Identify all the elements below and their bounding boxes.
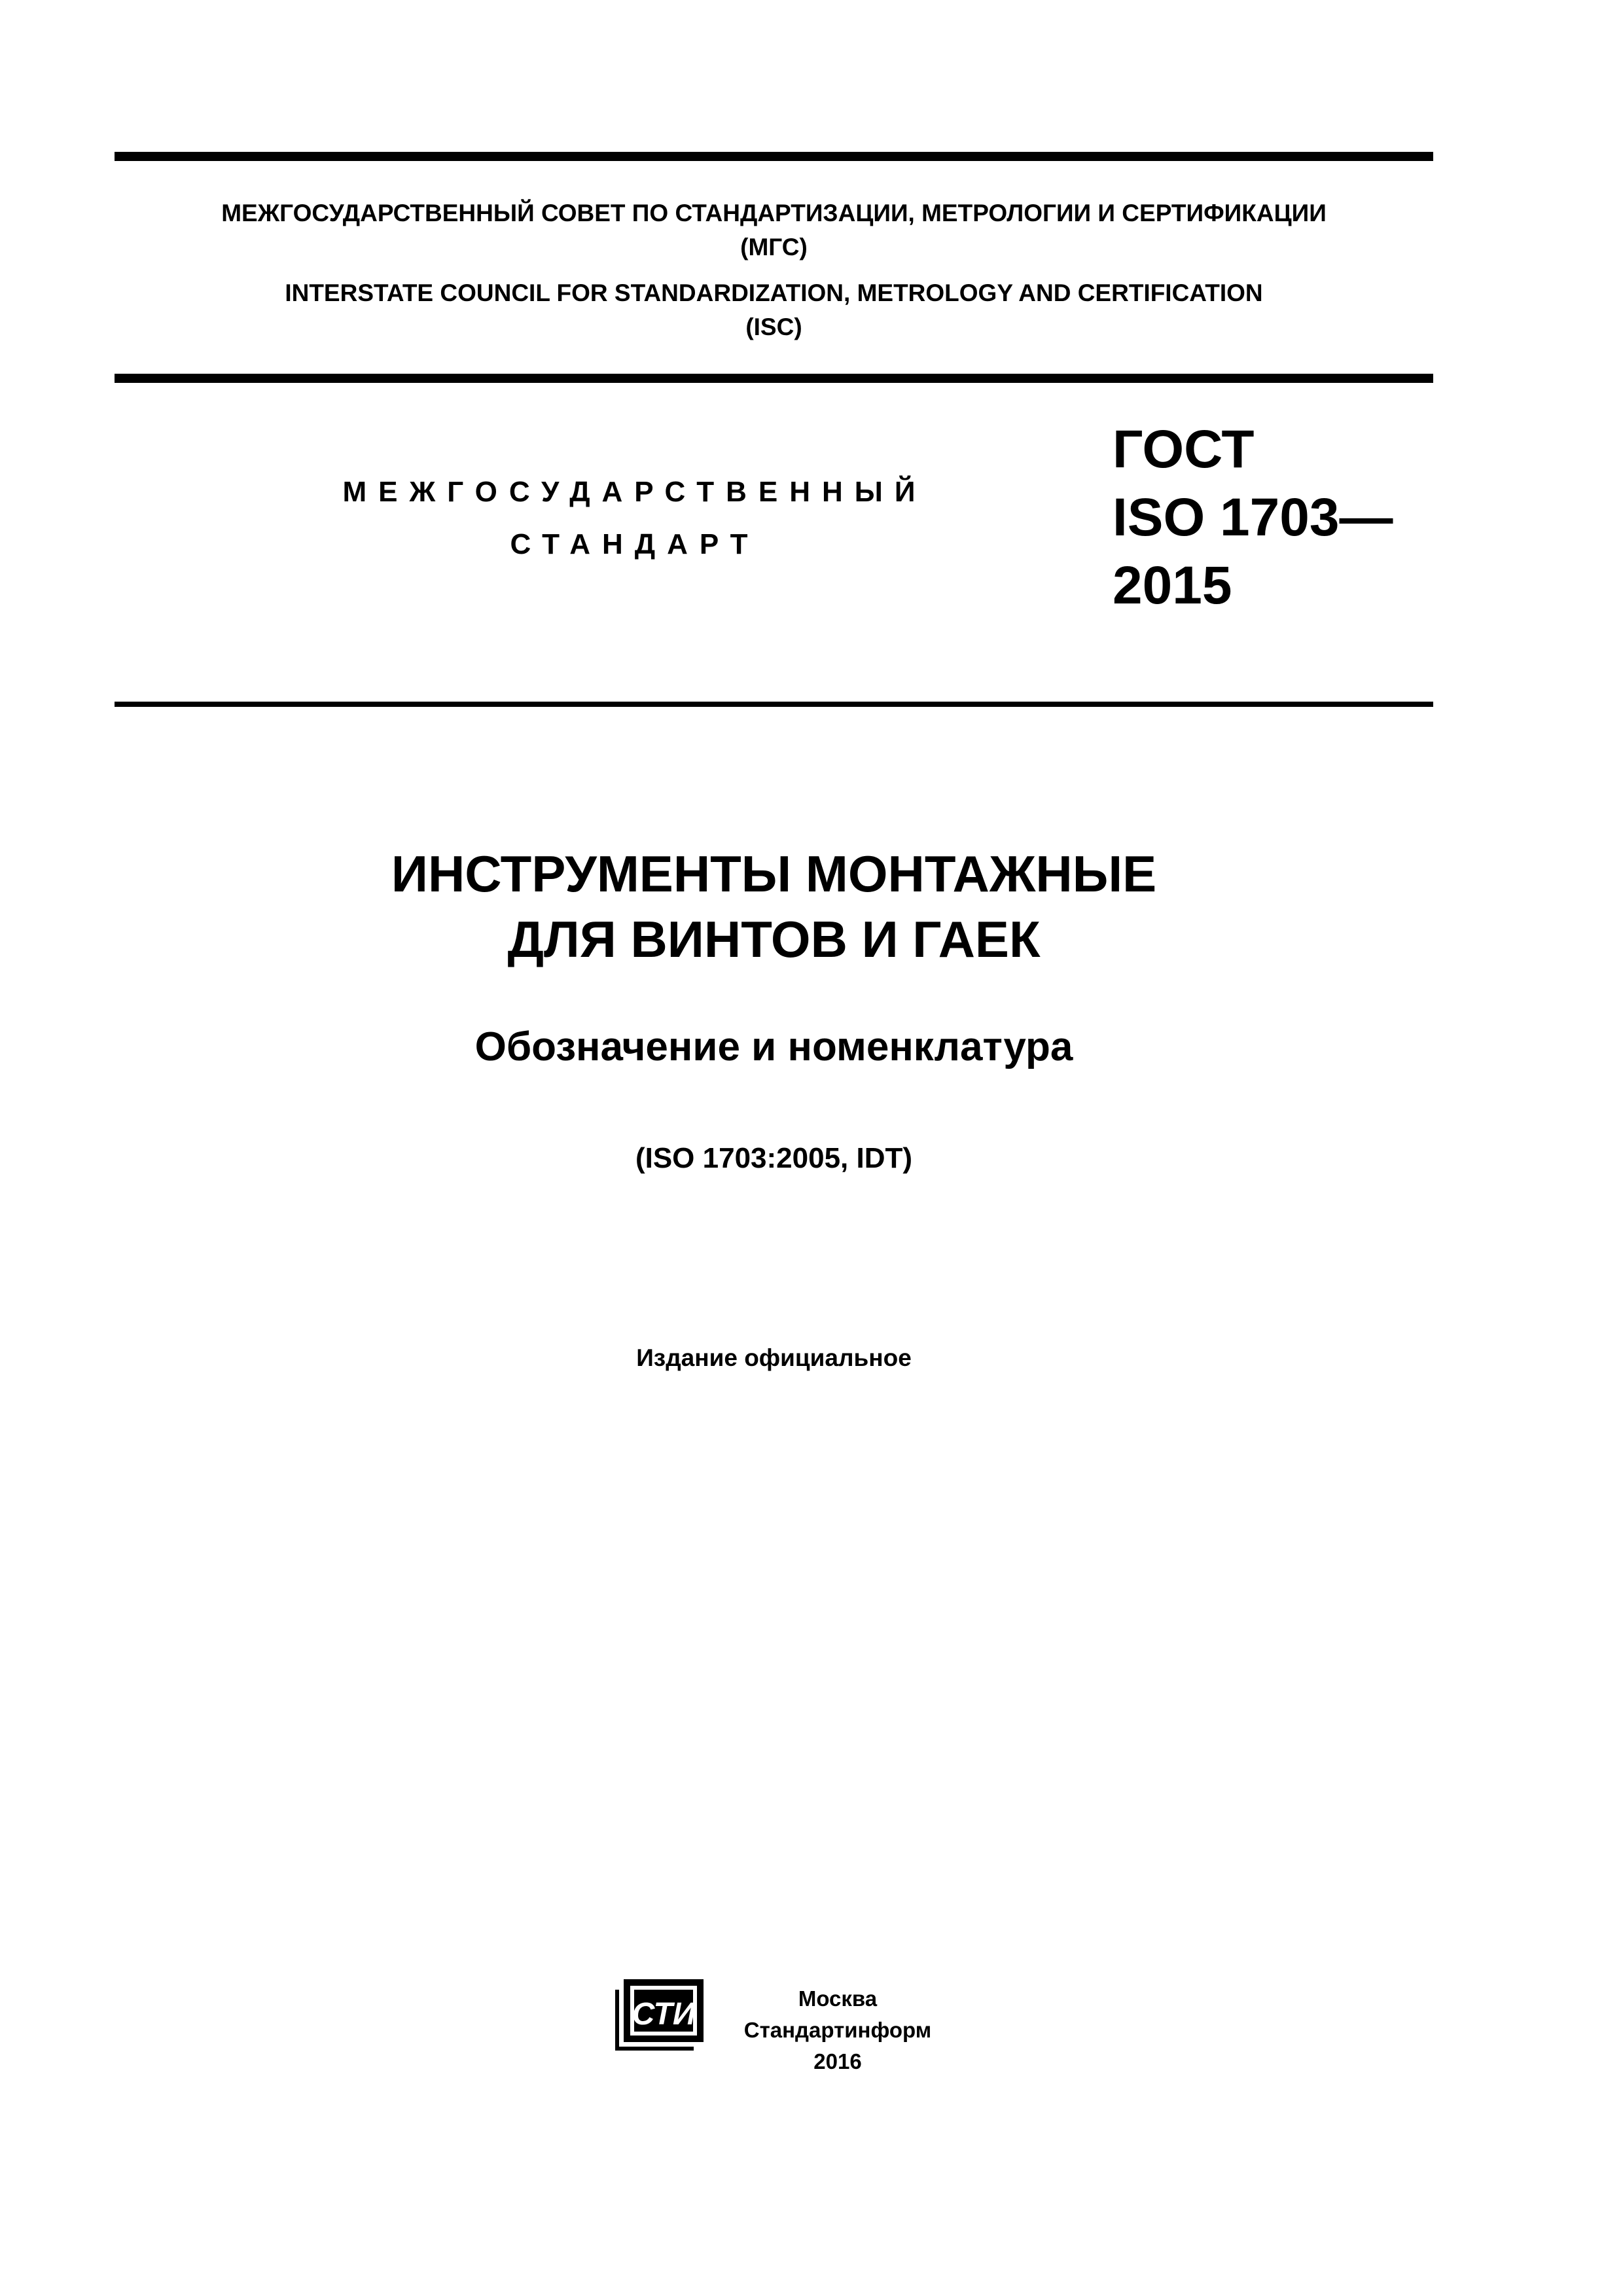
edition-note: Издание официальное bbox=[636, 1344, 912, 1371]
imprint-publisher: Стандартинформ bbox=[743, 2018, 932, 2042]
document-title-line-1: ИНСТРУМЕНТЫ МОНТАЖНЫЕ bbox=[391, 845, 1157, 903]
council-name-ru-line: МЕЖГОСУДАРСТВЕННЫЙ СОВЕТ ПО СТАНДАРТИЗАЦИИ, МЕТРОЛОГИИ И СЕРТИФИКАЦИИ bbox=[221, 200, 1327, 226]
logo-lettering: СТИ bbox=[632, 1997, 696, 2032]
standard-designation-year: 2015 bbox=[1113, 556, 1232, 615]
document-title-line-2: ДЛЯ ВИНТОВ И ГАЕК bbox=[507, 910, 1041, 968]
council-name-ru bbox=[115, 196, 1433, 264]
header-divider bbox=[115, 374, 1433, 383]
document-subtitle: Обозначение и номенклатура bbox=[474, 1024, 1073, 1069]
standard-designation-line-1: ГОСТ bbox=[1113, 420, 1255, 479]
council-name-en bbox=[115, 276, 1433, 344]
imprint-city: Москва bbox=[798, 1986, 878, 2011]
standartinform-logo-icon bbox=[612, 1977, 707, 2053]
standard-type-line-2: СТАНДАРТ bbox=[510, 528, 760, 560]
council-abbr-ru: (МГС) bbox=[740, 234, 808, 260]
designation-divider bbox=[115, 702, 1433, 707]
council-abbr-en: (ISC) bbox=[745, 314, 802, 340]
iso-reference: (ISO 1703:2005, IDT) bbox=[635, 1142, 913, 1174]
top-divider bbox=[115, 152, 1433, 161]
council-name-en-line: INTERSTATE COUNCIL FOR STANDARDIZATION, METROLOGY AND CERTIFICATION bbox=[285, 279, 1263, 306]
imprint-year: 2016 bbox=[813, 2049, 862, 2073]
standard-type-line-1: МЕЖГОСУДАРСТВЕННЫЙ bbox=[342, 476, 927, 508]
standard-designation-line-2: ISO 1703— bbox=[1113, 488, 1393, 547]
